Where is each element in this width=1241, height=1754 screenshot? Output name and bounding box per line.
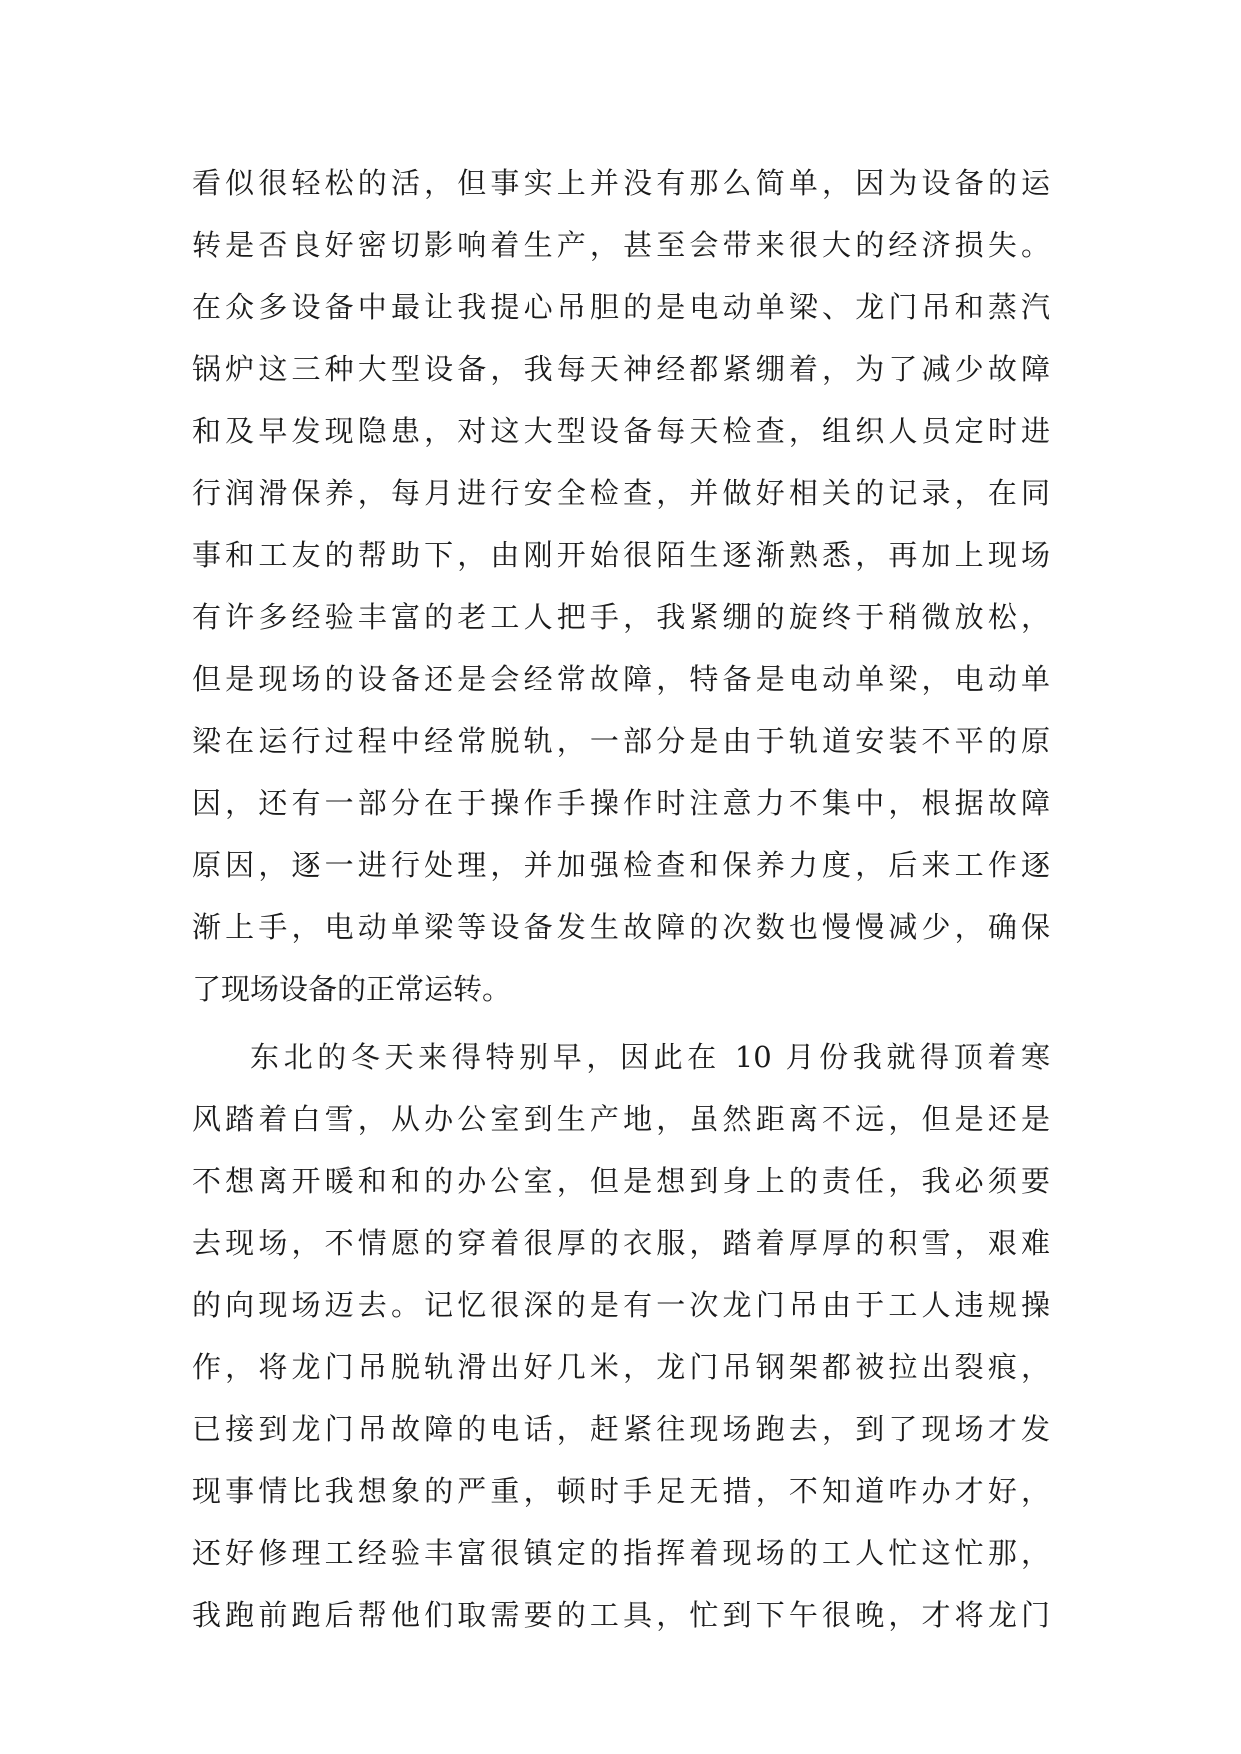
text-line: 风踏着白雪，从办公室到生产地，虽然距离不远，但是还是	[192, 1102, 1050, 1136]
text-line: 作，将龙门吊脱轨滑出好几米，龙门吊钢架都被拉出裂痕，	[192, 1350, 1050, 1384]
text-line: 已接到龙门吊故障的电话，赶紧往现场跑去，到了现场才发	[192, 1412, 1050, 1446]
document-body	[192, 152, 1050, 1646]
text-line: 事和工友的帮助下，由刚开始很陌生逐渐熟悉，再加上现场	[192, 538, 1050, 572]
text-line: 还好修理工经验丰富很镇定的指挥着现场的工人忙这忙那，	[192, 1536, 1050, 1570]
text-line: 在众多设备中最让我提心吊胆的是电动单梁、龙门吊和蒸汽	[192, 290, 1050, 324]
text-line: 原因，逐一进行处理，并加强检查和保养力度，后来工作逐	[192, 848, 1050, 882]
text-line: 转是否良好密切影响着生产，甚至会带来很大的经济损失。	[192, 228, 1050, 262]
text-line: 和及早发现隐患，对这大型设备每天检查，组织人员定时进	[192, 414, 1050, 448]
text-line: 行润滑保养，每月进行安全检查，并做好相关的记录，在同	[192, 476, 1050, 510]
text-line: 不想离开暖和和的办公室，但是想到身上的责任，我必须要	[192, 1164, 1050, 1198]
text-line: 因，还有一部分在于操作手操作时注意力不集中，根据故障	[192, 786, 1050, 820]
text-line: 的向现场迈去。记忆很深的是有一次龙门吊由于工人违规操	[192, 1288, 1050, 1322]
text-line: 我跑前跑后帮他们取需要的工具，忙到下午很晚，才将龙门	[192, 1598, 1050, 1632]
paragraph-2	[192, 1026, 1050, 1646]
text-line: 锅炉这三种大型设备，我每天神经都紧绷着，为了减少故障	[192, 352, 1050, 386]
text-line: 现事情比我想象的严重，顿时手足无措，不知道咋办才好，	[192, 1474, 1050, 1508]
text-line: 渐上手，电动单梁等设备发生故障的次数也慢慢减少，确保	[192, 910, 1050, 944]
text-line: 梁在运行过程中经常脱轨，一部分是由于轨道安装不平的原	[192, 724, 1050, 758]
text-line: 有许多经验丰富的老工人把手，我紧绷的旋终于稍微放松，	[192, 600, 1050, 634]
text-line: 东北的冬天来得特别早，因此在 10 月份我就得顶着寒	[250, 1040, 1050, 1074]
text-line: 了现场设备的正常运转。	[192, 972, 512, 1006]
paragraph-1	[192, 152, 1050, 1020]
text-line: 去现场，不情愿的穿着很厚的衣服，踏着厚厚的积雪，艰难	[192, 1226, 1050, 1260]
text-line: 但是现场的设备还是会经常故障，特备是电动单梁，电动单	[192, 662, 1050, 696]
text-line: 看似很轻松的活，但事实上并没有那么简单，因为设备的运	[192, 166, 1050, 200]
